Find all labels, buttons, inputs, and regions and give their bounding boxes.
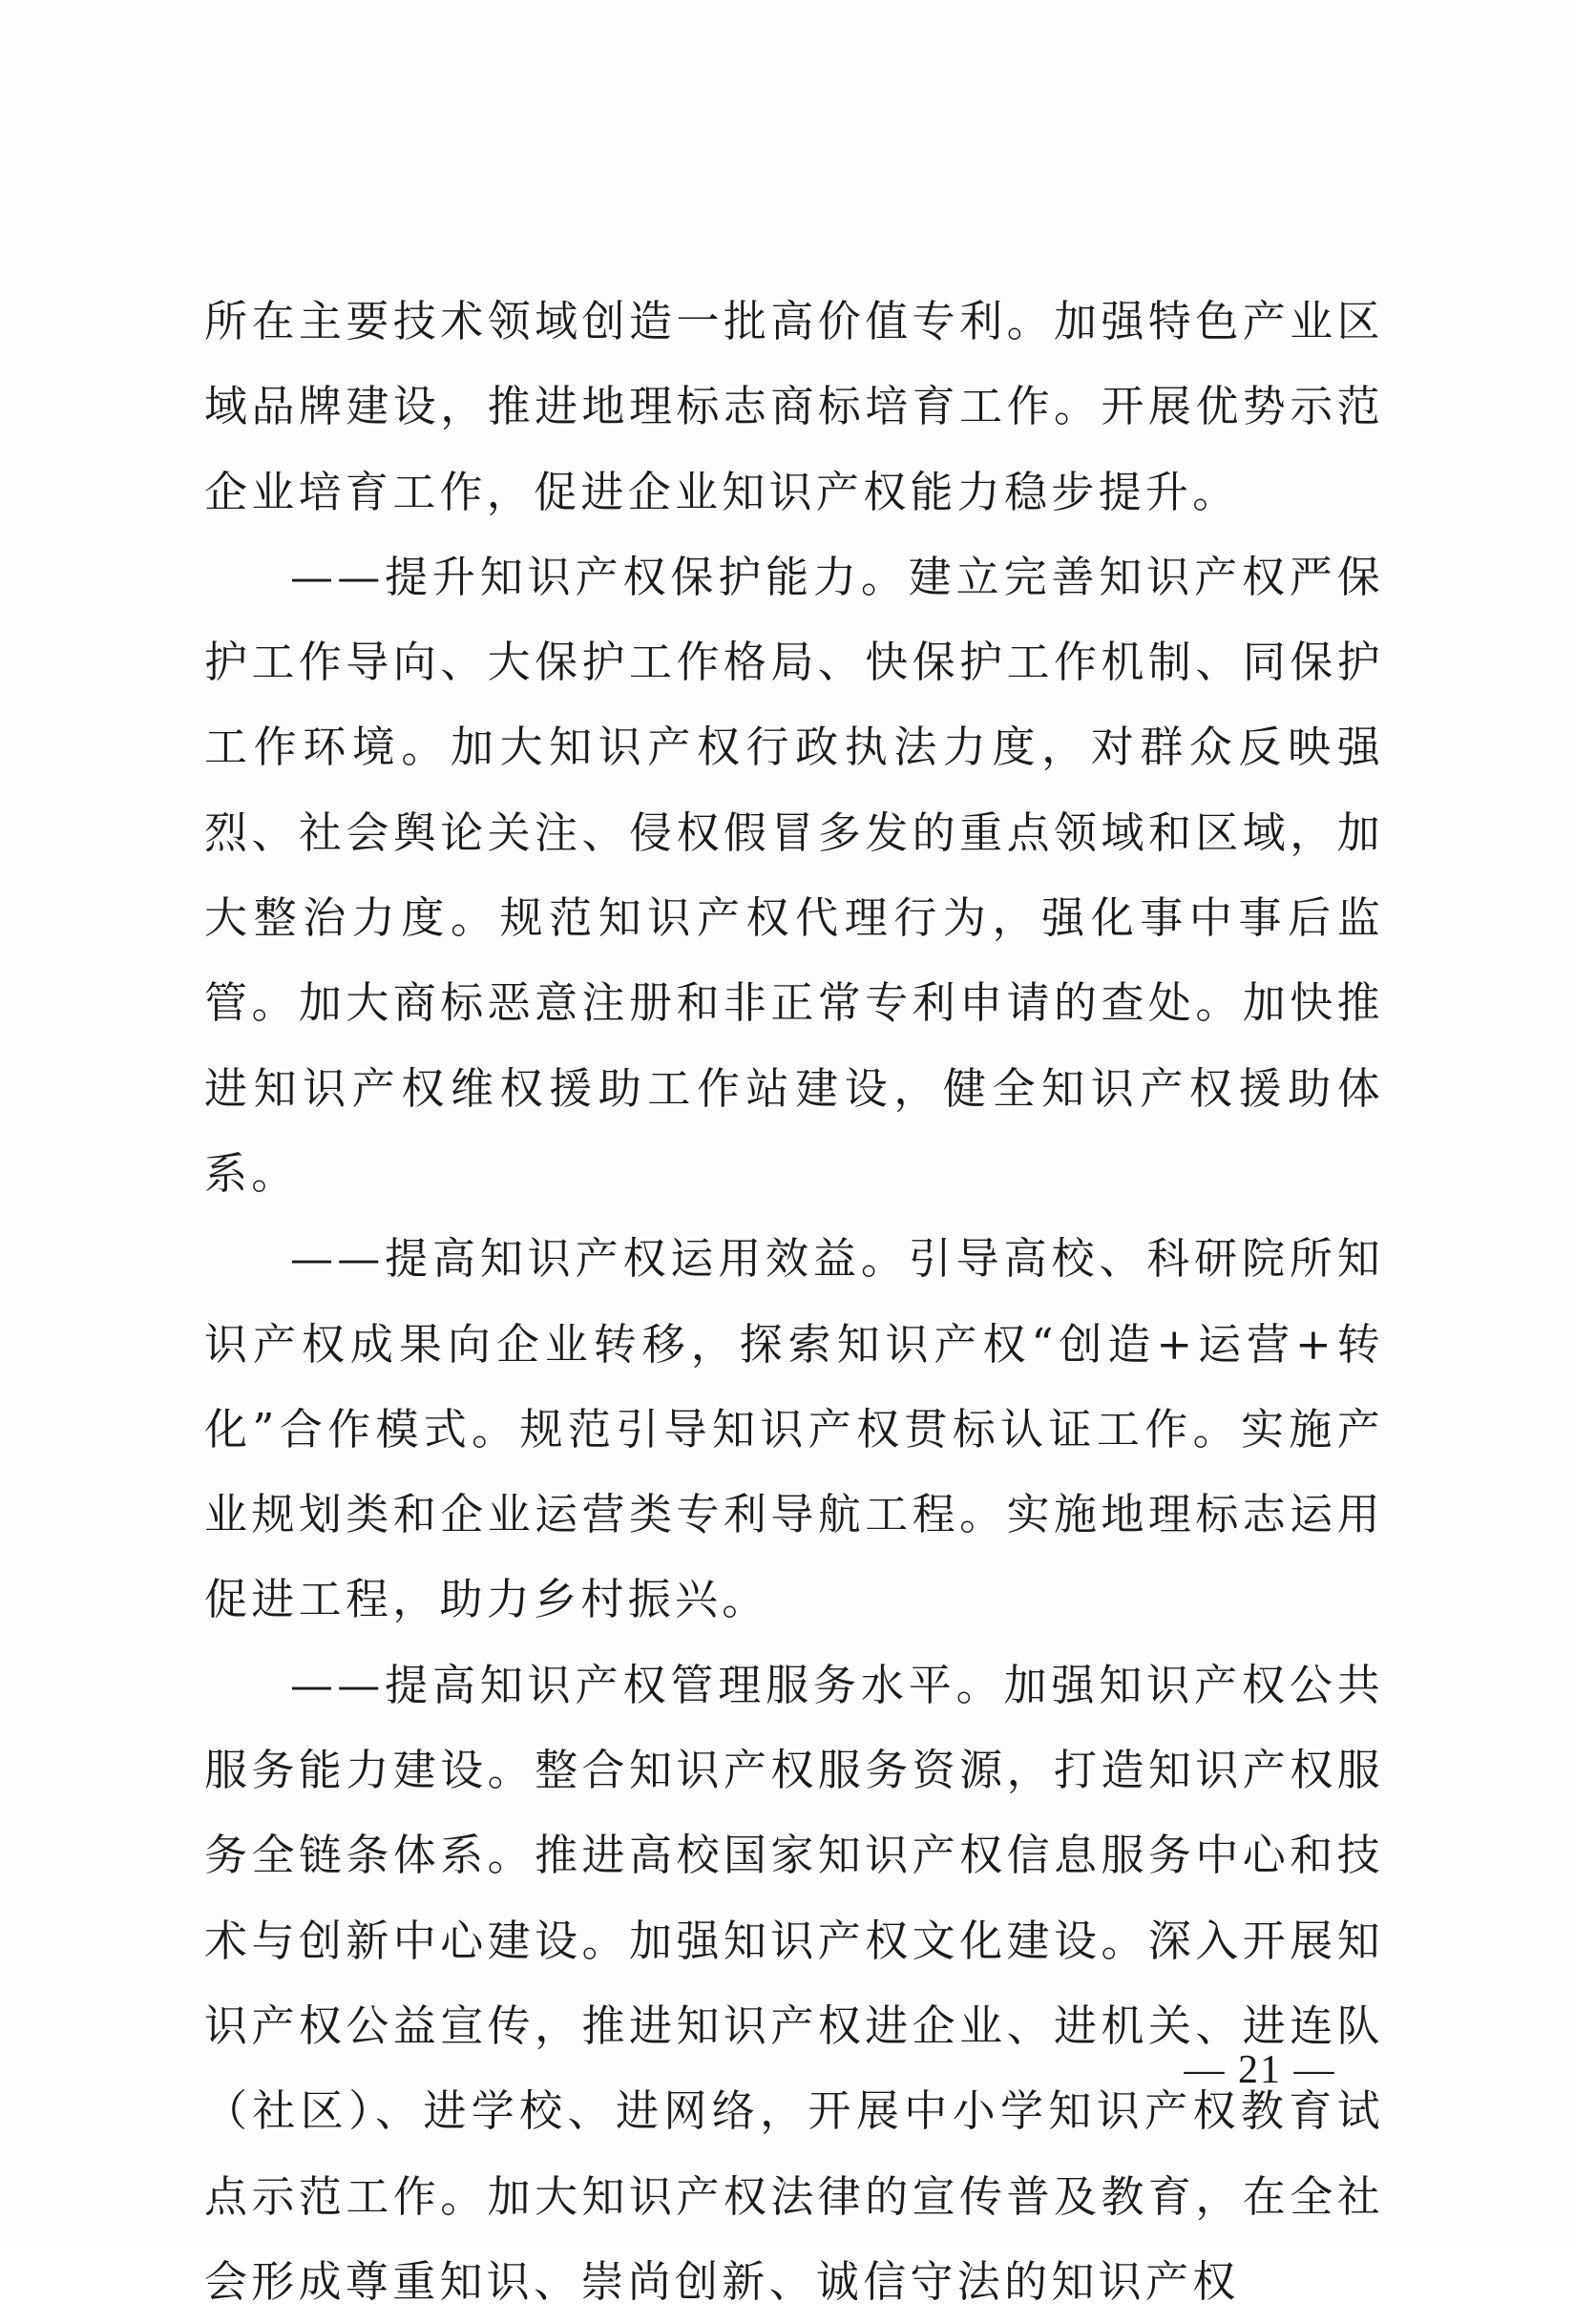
paragraph-3: ——提高知识产权运用效益。引导高校、科研院所知识产权成果向企业转移，探索知识产权“创造+运营+转化”合作模式。规范引导知识产权贯标认证工作。实施产业规划类和企业运营类专利导航工程。实施地理标志运用促进工程，助力乡村振兴。 (204, 1233, 1384, 1625)
paragraph-4: ——提高知识产权管理服务水平。加强知识产权公共服务能力建设。整合知识产权服务资源，打造知识产权服务全链条体系。推进高校国家知识产权信息服务中心和技术与创新中心建设。加强知识产权文化建设。深入开展知识产权公益宣传，推进知识产权进企业、进机关、进连队（社区）、进学校、进网络，开展中小学知识产权教育试点示范工作。加大知识产权法律的宣传普及教育，在全社会形成尊重知识、崇尚创新、诚信守法的知识产权 (204, 1659, 1384, 2307)
paragraph-2: ——提升知识产权保护能力。建立完善知识产权严保护工作导向、大保护工作格局、快保护工作机制、同保护工作环境。加大知识产权行政执法力度，对群众反映强烈、社会舆论关注、侵权假冒多发的重点领域和区域，加大整治力度。规范知识产权代理行为，强化事中事后监管。加大商标恶意注册和非正常专利申请的查处。加快推进知识产权维权援助工作站建设，健全知识产权援助体系。 (204, 551, 1384, 1199)
paragraph-1: 所在主要技术领域创造一批高价值专利。加强特色产业区域品牌建设，推进地理标志商标培育工作。开展优势示范企业培育工作，促进企业知识产权能力稳步提升。 (204, 296, 1384, 517)
body-text (204, 279, 1384, 2324)
page-number: — 21 — (1184, 2048, 1336, 2092)
